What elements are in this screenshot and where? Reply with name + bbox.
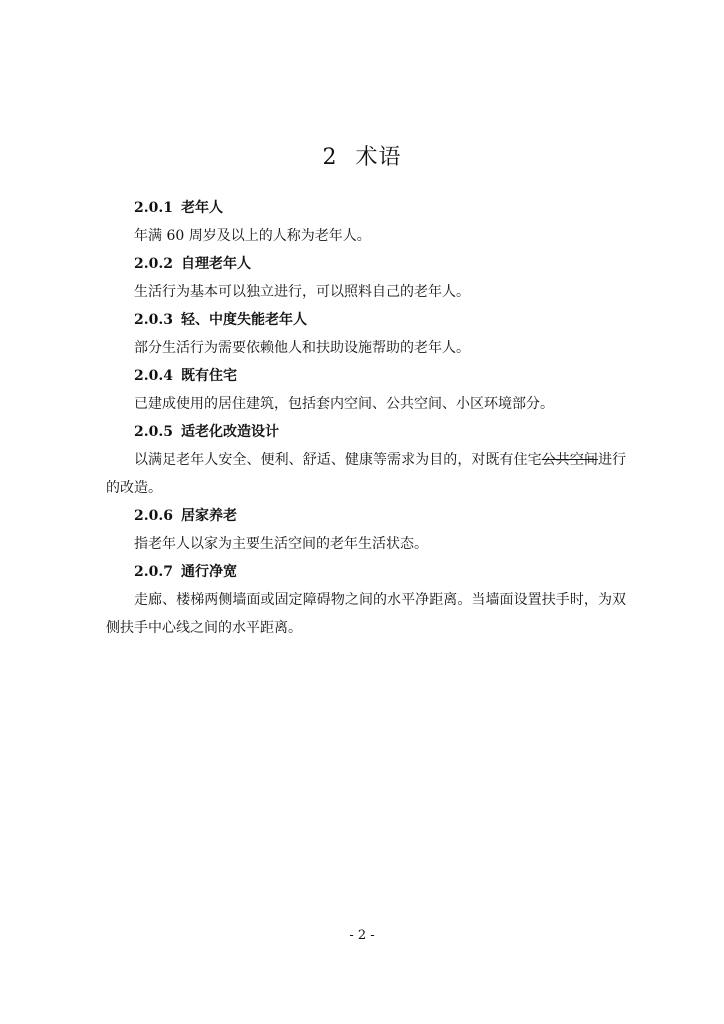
definition-text: 以满足老年人安全、便利、舒适、健康等需求为目的，对既有住宅 bbox=[134, 452, 542, 468]
term-name: 既有住宅 bbox=[180, 368, 237, 384]
term-definition: 指老年人以家为主要生活空间的老年生活状态。 bbox=[134, 536, 428, 552]
terms-list bbox=[106, 194, 626, 642]
chapter-title bbox=[0, 140, 724, 171]
term-definition: 年满 60 周岁及以上的人称为老年人。 bbox=[134, 228, 371, 244]
term-number: 2.0.7 bbox=[134, 564, 173, 580]
page-number: - 2 - bbox=[349, 928, 375, 943]
term-entry bbox=[106, 250, 626, 306]
term-number: 2.0.3 bbox=[134, 312, 173, 328]
term-number: 2.0.2 bbox=[134, 256, 173, 272]
struck-text: 公共空间 bbox=[541, 452, 598, 468]
term-name: 适老化改造设计 bbox=[180, 424, 279, 440]
term-entry bbox=[106, 194, 626, 250]
term-definition: 已建成使用的居住建筑，包括套内空间、公共空间、小区环境部分。 bbox=[134, 396, 554, 412]
term-heading bbox=[106, 306, 626, 334]
term-entry bbox=[106, 418, 626, 502]
chapter-number: 2 bbox=[322, 145, 338, 170]
term-entry bbox=[106, 306, 626, 362]
term-heading bbox=[106, 558, 626, 586]
definition-text-continued: 进行的改造。 bbox=[106, 452, 627, 496]
term-name: 轻、中度失能老年人 bbox=[180, 312, 307, 328]
term-heading bbox=[106, 250, 626, 278]
term-heading bbox=[106, 502, 626, 530]
term-name: 老年人 bbox=[180, 200, 223, 216]
term-heading bbox=[106, 418, 626, 446]
term-definition: 部分生活行为需要依赖他人和扶助设施帮助的老年人。 bbox=[134, 340, 470, 356]
term-number: 2.0.6 bbox=[134, 508, 173, 524]
term-heading bbox=[106, 362, 626, 390]
term-entry bbox=[106, 362, 626, 418]
term-number: 2.0.1 bbox=[134, 200, 173, 216]
term-definition: 生活行为基本可以独立进行，可以照料自己的老年人。 bbox=[134, 284, 470, 300]
term-name: 自理老年人 bbox=[180, 256, 251, 272]
term-definition bbox=[106, 446, 626, 502]
term-number: 2.0.5 bbox=[134, 424, 173, 440]
term-entry bbox=[106, 502, 626, 558]
term-definition: 走廊、楼梯两侧墙面或固定障碍物之间的水平净距离。当墙面设置扶手时，为双侧扶手中心线之间的水平距离。 bbox=[106, 592, 626, 636]
term-number: 2.0.4 bbox=[134, 368, 173, 384]
chapter-name: 术语 bbox=[355, 145, 402, 170]
term-name: 居家养老 bbox=[180, 508, 237, 524]
term-name: 通行净宽 bbox=[180, 564, 237, 580]
term-entry bbox=[106, 558, 626, 642]
term-heading bbox=[106, 194, 626, 222]
